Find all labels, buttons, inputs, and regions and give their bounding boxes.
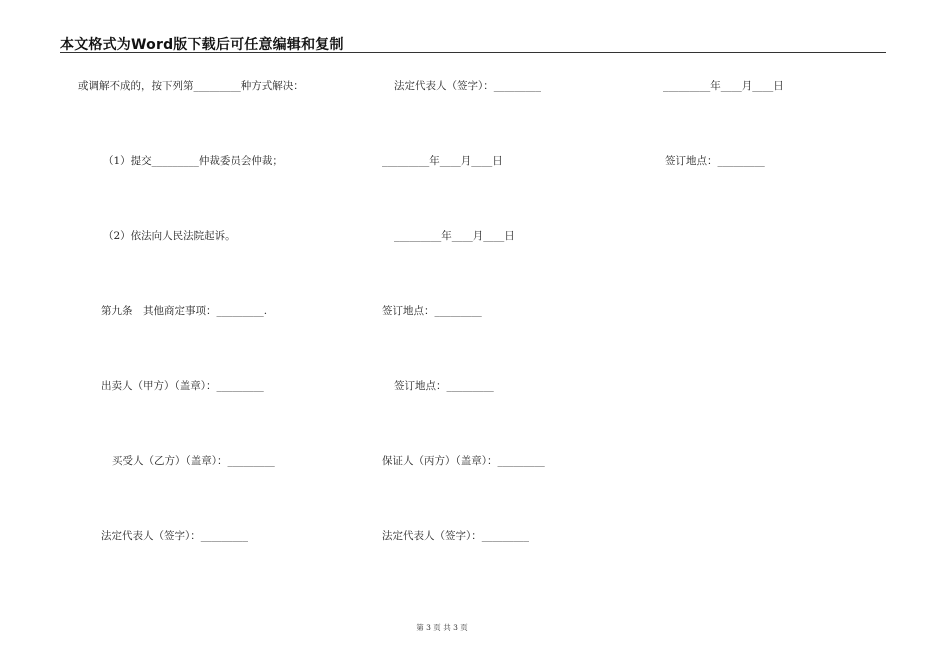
seller-seal-line: 出卖人（甲方）（盖章）：_________ [101,380,264,392]
dispute-resolution-clause: 或调解不成的，按下列第_________种方式解决： [78,80,304,92]
legal-rep-signature-line: 法定代表人（签字）：_________ [382,530,529,542]
date-line: _________年____月____日 [382,155,503,167]
guarantor-seal-line: 保证人（丙方）（盖章）：_________ [382,455,545,467]
article-nine-other-matters: 第九条 其他商定事项：_________. [101,305,268,317]
header-divider [60,52,886,53]
signing-place-line: 签订地点：_________ [382,305,482,317]
signing-place-line: 签订地点：_________ [394,380,494,392]
signing-place-line: 签订地点：_________ [665,155,765,167]
legal-rep-signature-line: 法定代表人（签字）：_________ [394,80,541,92]
page-number: 第 3 页 共 3 页 [416,623,468,632]
arbitration-option: （1）提交_________仲裁委员会仲裁； [103,155,283,167]
date-line: _________年____月____日 [663,80,784,92]
buyer-seal-line: 买受人（乙方）（盖章）：_________ [112,455,275,467]
court-option: （2）依法向人民法院起诉。 [103,230,236,242]
date-line: _________年____月____日 [394,230,515,242]
legal-rep-signature-line: 法定代表人（签字）：_________ [101,530,248,542]
document-header-title: 本文格式为Word版下载后可任意编辑和复制 [60,37,344,53]
